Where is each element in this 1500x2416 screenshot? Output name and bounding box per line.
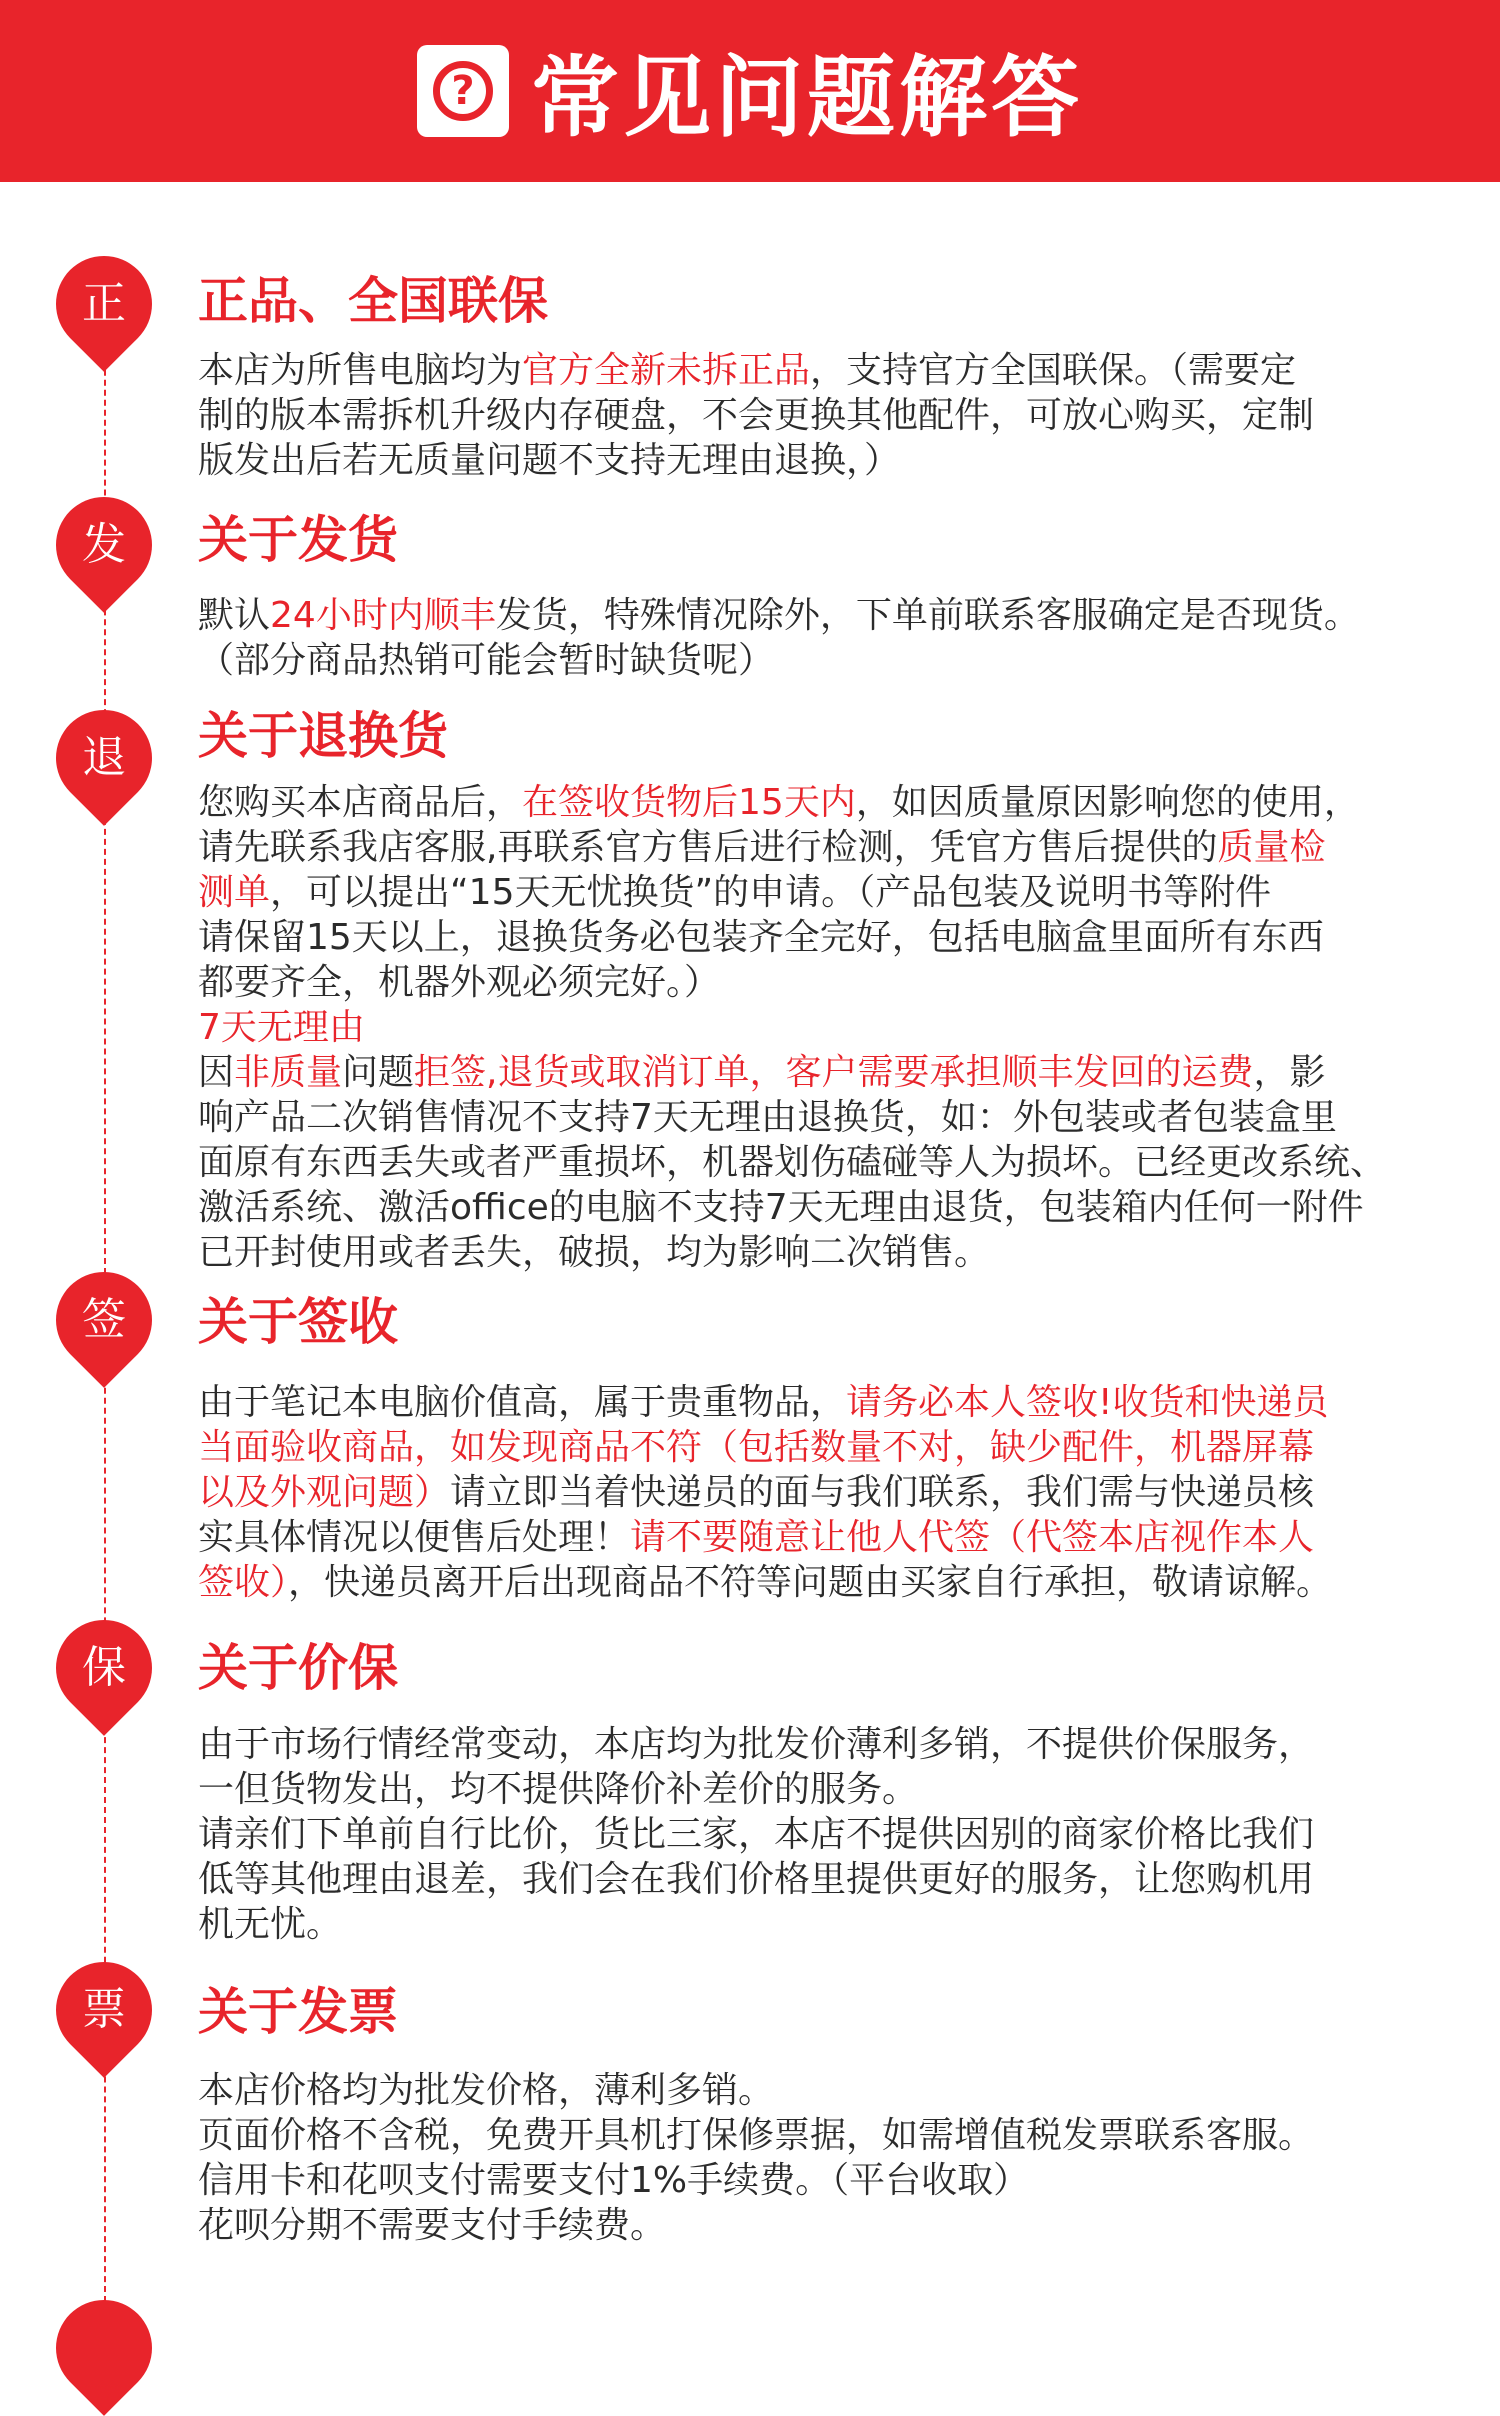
section-body bbox=[198, 780, 1488, 1275]
body-text: 请保留15天以上，退换货务必包装齐全完好，包括电脑盒里面所有东西 bbox=[198, 917, 1324, 958]
section-title: 关于发票 bbox=[198, 1983, 398, 2041]
body-text: 因 bbox=[198, 1052, 235, 1093]
body-text: ，影 bbox=[1253, 1052, 1326, 1093]
section-body bbox=[198, 593, 1488, 683]
section-badge bbox=[36, 1600, 172, 1736]
body-line bbox=[198, 1902, 1488, 1947]
body-text: 请亲们下单前自行比价，货比三家，本店不提供因别的商家价格比我们 bbox=[198, 1814, 1315, 1855]
question-mark-glyph: ? bbox=[433, 61, 493, 121]
highlight-text: 拒签,退货或取消订单，客户需要承担顺丰发回的运费 bbox=[414, 1052, 1254, 1093]
section-badge bbox=[36, 236, 172, 372]
highlight-text: 官方全新未拆正品 bbox=[522, 350, 811, 391]
body-line bbox=[198, 1005, 1488, 1050]
body-text: 实具体情况以便售后处理！ bbox=[198, 1517, 631, 1558]
body-text: 本店价格均为批发价格，薄利多销。 bbox=[198, 2070, 775, 2111]
body-line bbox=[198, 915, 1488, 960]
body-text: 您购买本店商品后， bbox=[198, 782, 523, 823]
body-text: 机无忧。 bbox=[198, 1904, 343, 1945]
page-title: 常见问题解答 bbox=[530, 46, 1083, 149]
body-line bbox=[198, 393, 1488, 438]
body-text: ，可以提出“15天无忧换货”的申请。（产品包装及说明书等附件 bbox=[270, 872, 1272, 913]
body-text: 激活系统、激活office的电脑不支持7天无理由退货，包装箱内任何一附件 bbox=[198, 1187, 1364, 1228]
highlight-text: 非质量 bbox=[234, 1052, 343, 1093]
highlight-text: 测单 bbox=[198, 872, 271, 913]
page-header bbox=[0, 0, 1500, 182]
body-text: 都要齐全，机器外观必须完好。） bbox=[198, 962, 721, 1003]
body-text: ，快递员离开后出现商品不符等问题由买家自行承担，敬请谅解。 bbox=[288, 1562, 1333, 1603]
section-body bbox=[198, 1380, 1488, 1605]
body-text: ，支持官方全国联保。（需要定 bbox=[810, 350, 1297, 391]
body-line bbox=[198, 870, 1488, 915]
body-line bbox=[198, 1095, 1488, 1140]
section-title: 关于价保 bbox=[198, 1639, 398, 1697]
body-text: 一但货物发出，均不提供降价补差价的服务。 bbox=[198, 1769, 919, 1810]
body-line bbox=[198, 2158, 1488, 2203]
badge-char: 票 bbox=[82, 1984, 126, 2035]
body-text: 版发出后若无质量问题不支持无理由退换，） bbox=[198, 440, 901, 481]
section-body bbox=[198, 1722, 1488, 1947]
body-text: 面原有东西丢失或者严重损坏，机器划伤磕碰等人为损坏。已经更改系统、 bbox=[198, 1142, 1387, 1183]
body-line bbox=[198, 1425, 1488, 1470]
badge-char: 发 bbox=[82, 519, 126, 570]
body-line bbox=[198, 780, 1488, 825]
next-section-badge-partial bbox=[36, 2280, 172, 2416]
highlight-text: 以及外观问题） bbox=[198, 1472, 451, 1513]
section-badge bbox=[36, 1252, 172, 1388]
body-text: ，如因质量原因影响您的使用， bbox=[855, 782, 1360, 823]
body-line bbox=[198, 1230, 1488, 1275]
section-title: 关于签收 bbox=[198, 1293, 398, 1351]
body-text: 花呗分期不需要支付手续费。 bbox=[198, 2205, 667, 2246]
body-line bbox=[198, 1470, 1488, 1515]
highlight-text: 请不要随意让他人代签（代签本店视作本人 bbox=[630, 1517, 1315, 1558]
body-text: 本店为所售电脑均为 bbox=[198, 350, 523, 391]
section-title: 关于退换货 bbox=[198, 707, 448, 765]
body-line bbox=[198, 348, 1488, 393]
body-line bbox=[198, 2068, 1488, 2113]
section-body bbox=[198, 2068, 1488, 2248]
section-body bbox=[198, 348, 1488, 483]
header-inner bbox=[417, 28, 1083, 154]
body-text: 请立即当着快递员的面与我们联系，我们需与快递员核 bbox=[450, 1472, 1315, 1513]
body-text: 页面价格不含税，免费开具机打保修票据，如需增值税发票联系客服。 bbox=[198, 2115, 1315, 2156]
body-text: 制的版本需拆机升级内存硬盘，不会更换其他配件，可放心购买，定制 bbox=[198, 395, 1315, 436]
body-text: 信用卡和花呗支付需要支付1%手续费。（平台收取） bbox=[198, 2160, 1030, 2201]
highlight-text: 当面验收商品，如发现商品不符（包括数量不对，缺少配件，机器屏幕 bbox=[198, 1427, 1315, 1468]
question-icon bbox=[417, 45, 509, 137]
section-badge bbox=[36, 1942, 172, 2078]
body-line bbox=[198, 960, 1488, 1005]
body-line bbox=[198, 1515, 1488, 1560]
body-text: 低等其他理由退差，我们会在我们价格里提供更好的服务，让您购机用 bbox=[198, 1859, 1315, 1900]
badge-char: 签 bbox=[82, 1294, 126, 1345]
body-line bbox=[198, 1140, 1488, 1185]
badge-char: 保 bbox=[82, 1642, 126, 1693]
body-text: （部分商品热销可能会暂时缺货呢） bbox=[198, 640, 775, 681]
highlight-text: 7天无理由 bbox=[198, 1007, 365, 1048]
highlight-text: 质量检 bbox=[1217, 827, 1326, 868]
highlight-text: 请务必本人签收!收货和快递员 bbox=[846, 1382, 1329, 1423]
body-line bbox=[198, 1857, 1488, 1902]
section-title: 正品、全国联保 bbox=[198, 272, 548, 330]
body-text: 响产品二次销售情况不支持7天无理由退换货，如：外包装或者包装盒里 bbox=[198, 1097, 1337, 1138]
body-text: 已开封使用或者丢失，破损，均为影响二次销售。 bbox=[198, 1232, 991, 1273]
body-line bbox=[198, 1560, 1488, 1605]
body-text: 由于市场行情经常变动，本店均为批发价薄利多销，不提供价保服务， bbox=[198, 1724, 1315, 1765]
body-line bbox=[198, 1767, 1488, 1812]
section-badge bbox=[36, 690, 172, 826]
body-line bbox=[198, 438, 1488, 483]
body-line bbox=[198, 638, 1488, 683]
body-line bbox=[198, 825, 1488, 870]
body-text: 问题 bbox=[342, 1052, 415, 1093]
highlight-text: 24小时内顺丰 bbox=[270, 595, 496, 636]
body-text: 由于笔记本电脑价值高，属于贵重物品， bbox=[198, 1382, 847, 1423]
body-text: 请先联系我店客服,再联系官方售后进行检测，凭官方售后提供的 bbox=[198, 827, 1218, 868]
body-text: 默认 bbox=[198, 595, 271, 636]
body-line bbox=[198, 1185, 1488, 1230]
body-line bbox=[198, 1380, 1488, 1425]
body-line bbox=[198, 1812, 1488, 1857]
body-line bbox=[198, 2203, 1488, 2248]
badge-char: 正 bbox=[82, 278, 126, 329]
body-line bbox=[198, 2113, 1488, 2158]
highlight-text: 在签收货物后15天内 bbox=[522, 782, 856, 823]
section-badge bbox=[36, 477, 172, 613]
body-line bbox=[198, 593, 1488, 638]
body-line bbox=[198, 1722, 1488, 1767]
section-title: 关于发货 bbox=[198, 511, 398, 569]
highlight-text: 签收） bbox=[198, 1562, 289, 1603]
body-text: 发货，特殊情况除外，下单前联系客服确定是否现货。 bbox=[495, 595, 1360, 636]
body-line bbox=[198, 1050, 1488, 1095]
badge-char: 退 bbox=[82, 732, 126, 783]
